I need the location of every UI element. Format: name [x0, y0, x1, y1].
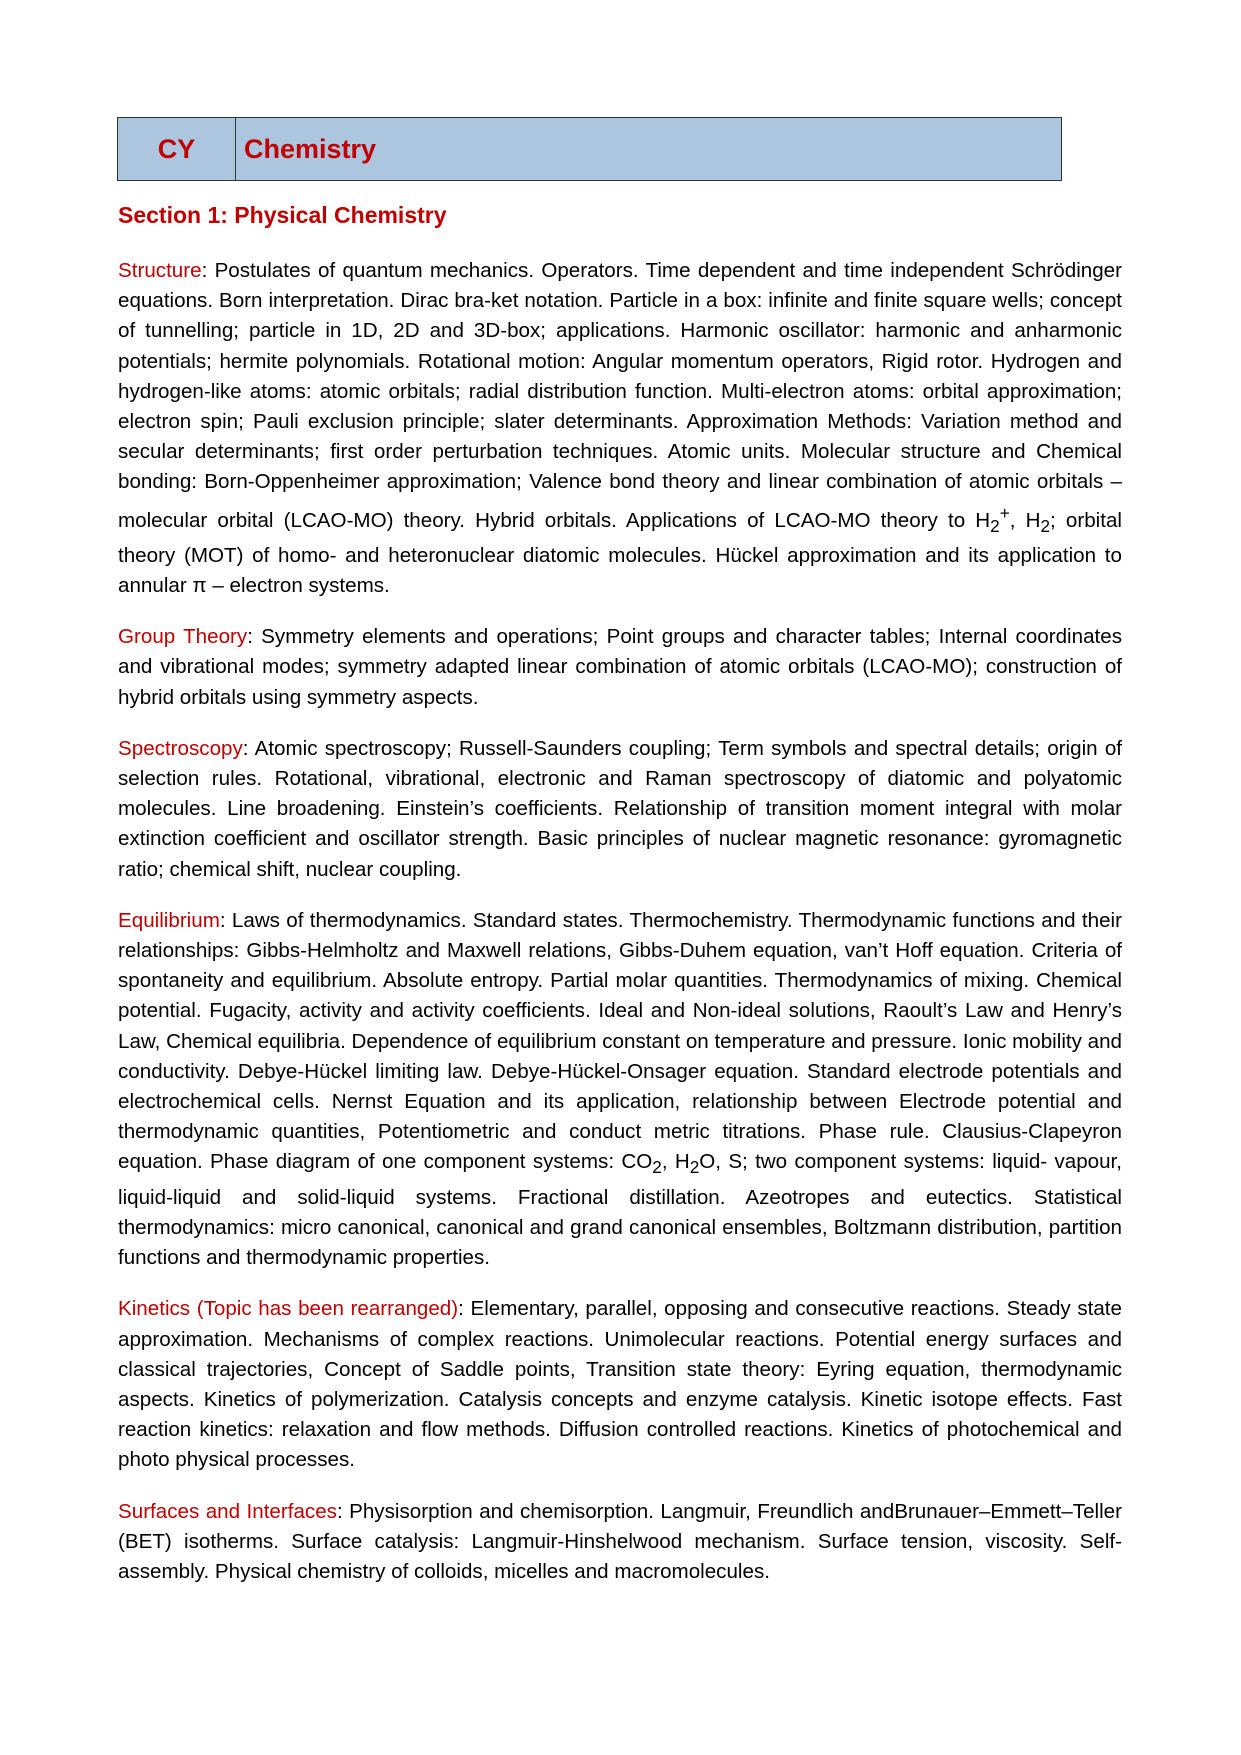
topic-label: Kinetics (Topic has been rearranged)	[118, 1297, 459, 1321]
topic-text: O, S; two component systems: liquid- vapour, liquid-liquid and solid-liquid systems. Fractional distillation. Azeotropes and eutectics. Statistical thermodynamics: micro canonical, canonical and grand canonical ensembles, Boltzmann distribution, partition functions and thermodynamic properties.	[118, 1150, 1122, 1270]
section-title: Section 1: Physical Chemistry	[118, 202, 447, 228]
topic-label: Structure	[118, 259, 202, 282]
syllabus-content	[118, 256, 1122, 1608]
topic-spectroscopy	[118, 734, 1122, 885]
subscript: 2	[1040, 515, 1051, 536]
topic-label: Group Theory	[118, 625, 248, 649]
subscript: 2	[652, 1157, 662, 1178]
topic-structure	[118, 256, 1122, 601]
topic-text: ; orbital theory (MOT) of homo- and heteronuclear diatomic molecules. Hückel approximation and its application to annular π – electron systems.	[118, 508, 1122, 597]
topic-kinetics	[118, 1294, 1122, 1475]
subject-title: Chemistry	[244, 133, 377, 164]
topic-text: : Atomic spectroscopy; Russell-Saunders coupling; Term symbols and spectral details; origin of selection rules. Rotational, vibrational, electronic and Raman spectroscopy of diatomic and polyatomic molecules. Line broadening. Einstein’s coefficients. Relationship of transition moment integral with molar extinction coefficient and oscillator strength. Basic principles of nuclear magnetic resonance: gyromagnetic ratio; chemical shift, nuclear coupling.	[118, 736, 1122, 881]
topic-equilibrium	[118, 906, 1122, 1274]
topic-text: : Laws of thermodynamics. Standard states. Thermochemistry. Thermodynamic functions and their relationships: Gibbs-Helmholtz and Maxwell relations, Gibbs-Duhem equation, van’t Hoff equation. Criteria of spontaneity and equilibrium. Absolute entropy. Partial molar quantities. Thermodynamics of mixing. Chemical potential. Fugacity, activity and activity coefficients. Ideal and Non-ideal solutions, Raoult’s Law and Henry’s Law, Chemical equilibria. Dependence of equilibrium constant on temperature and pressure. Ionic mobility and conductivity. Debye-Hückel limiting law. Debye-Hückel-Onsager equation. Standard electrode potentials and electrochemical cells. Nernst Equation and its application, relationship between Electrode potential and thermodynamic quantities, Potentiometric and conduct metric titrations. Phase rule. Clausius-Clapeyron equation. Phase diagram of one component systems: CO	[118, 908, 1122, 1174]
topic-text: , H	[661, 1150, 690, 1174]
topic-text: : Symmetry elements and operations; Point groups and character tables; Internal coordinates and vibrational modes; symmetry adapted linear combination of atomic orbitals (LCAO-MO); construction of hybrid orbitals using symmetry aspects.	[118, 625, 1122, 709]
subscript: 2	[689, 1157, 700, 1178]
subject-header	[117, 117, 1062, 181]
superscript: +	[999, 502, 1010, 523]
topic-surfaces-and-interfaces	[118, 1497, 1122, 1588]
topic-label: Spectroscopy	[118, 736, 243, 760]
topic-text: : Physisorption and chemisorption. Langmuir, Freundlich andBrunauer–Emmett–Teller (BET) isotherms. Surface catalysis: Langmuir-Hinshelwood mechanism. Surface tension, viscosity. Self-assembly. Physical chemistry of colloids, micelles and macromolecules.	[118, 1499, 1122, 1583]
topic-label: Equilibrium	[118, 908, 220, 932]
topic-text: : Elementary, parallel, opposing and consecutive reactions. Steady state approximation. Mechanisms of complex reactions. Unimolecular reactions. Potential energy surfaces and classical trajectories, Concept of Saddle points, Transition state theory: Eyring equation, thermodynamic aspects. Kinetics of polymerization. Catalysis concepts and enzyme catalysis. Kinetic isotope effects. Fast reaction kinetics: relaxation and flow methods. Diffusion controlled reactions. Kinetics of photochemical and photo physical processes.	[118, 1297, 1122, 1472]
subject-code: CY	[118, 118, 236, 180]
subscript: 2	[990, 515, 1000, 536]
topic-text: , H	[1009, 508, 1041, 532]
topic-text: : Postulates of quantum mechanics. Operators. Time dependent and time independent Schrödinger equations. Born interpretation. Dirac bra-ket notation. Particle in a box: infinite and finite square wells; concept of tunnelling; particle in 1D, 2D and 3D-box; applications. Harmonic oscillator: harmonic and anharmonic potentials; hermite polynomials. Rotational motion: Angular momentum operators, Rigid rotor. Hydrogen and hydrogen-like atoms: atomic orbitals; radial distribution function. Multi-electron atoms: orbital approximation; electron spin; Pauli exclusion principle; slater determinants. Approximation Methods: Variation method and secular determinants; first order perturbation techniques. Atomic units. Molecular structure and Chemical bonding: Born-Oppenheimer approximation; Valence bond theory and linear combination of atomic orbitals – molecular orbital (LCAO-MO) theory. Hybrid orbitals. Applications of LCAO-MO theory to H	[118, 259, 1122, 532]
topic-label: Surfaces and Interfaces	[118, 1499, 337, 1523]
topic-group-theory	[118, 622, 1122, 713]
